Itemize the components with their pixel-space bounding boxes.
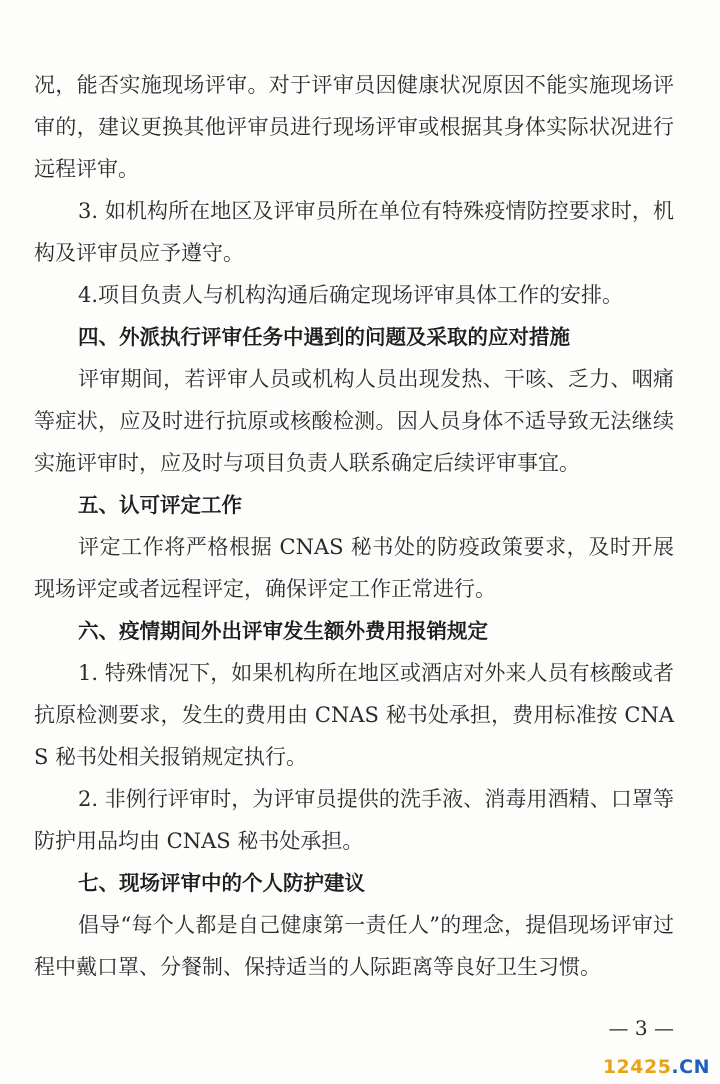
section-heading-6: 六、疫情期间外出评审发生额外费用报销规定 xyxy=(78,619,488,643)
paragraph-continued: 况，能否实施现场评审。对于评审员因健康状况原因不能实施现场评审的，建议更换其他评审员进行现场评审或根据其身体实际状况进行远程评审。 xyxy=(34,73,674,181)
section-heading-4: 四、外派执行评审任务中遇到的问题及采取的应对措施 xyxy=(78,325,570,349)
section-heading-7: 七、现场评审中的个人防护建议 xyxy=(78,871,365,895)
watermark-digits: 12425 xyxy=(602,1056,672,1078)
site-watermark xyxy=(603,1056,710,1078)
paragraph-section-6-item-2: 2. 非例行评审时，为评审员提供的洗手液、消毒用酒精、口罩等防护用品均由 CNAS 秘书处承担。 xyxy=(34,787,674,853)
document-body xyxy=(34,64,674,988)
watermark-tld: CN xyxy=(679,1056,710,1078)
paragraph-section-5: 评定工作将严格根据 CNAS 秘书处的防疫政策要求，及时开展现场评定或者远程评定，确保评定工作正常进行。 xyxy=(34,535,674,601)
paragraph-item-4: 4.项目负责人与机构沟通后确定现场评审具体工作的安排。 xyxy=(78,283,624,307)
page-number: — 3 — xyxy=(608,1016,674,1040)
paragraph-section-7: 倡导“每个人都是自己健康第一责任人”的理念，提倡现场评审过程中戴口罩、分餐制、保持适当的人际距离等良好卫生习惯。 xyxy=(34,913,674,979)
watermark-dot: . xyxy=(671,1056,680,1078)
paragraph-section-4: 评审期间，若评审人员或机构人员出现发热、干咳、乏力、咽痛等症状，应及时进行抗原或核酸检测。因人员身体不适导致无法继续实施评审时，应及时与项目负责人联系确定后续评审事宜。 xyxy=(34,367,674,475)
section-heading-5: 五、认可评定工作 xyxy=(78,493,242,517)
paragraph-section-6-item-1: 1. 特殊情况下，如果机构所在地区或酒店对外来人员有核酸或者抗原检测要求，发生的费用由 CNAS 秘书处承担，费用标准按 CNAS 秘书处相关报销规定执行。 xyxy=(34,661,674,769)
paragraph-item-3: 3. 如机构所在地区及评审员所在单位有特殊疫情防控要求时，机构及评审员应予遵守。 xyxy=(34,199,674,265)
